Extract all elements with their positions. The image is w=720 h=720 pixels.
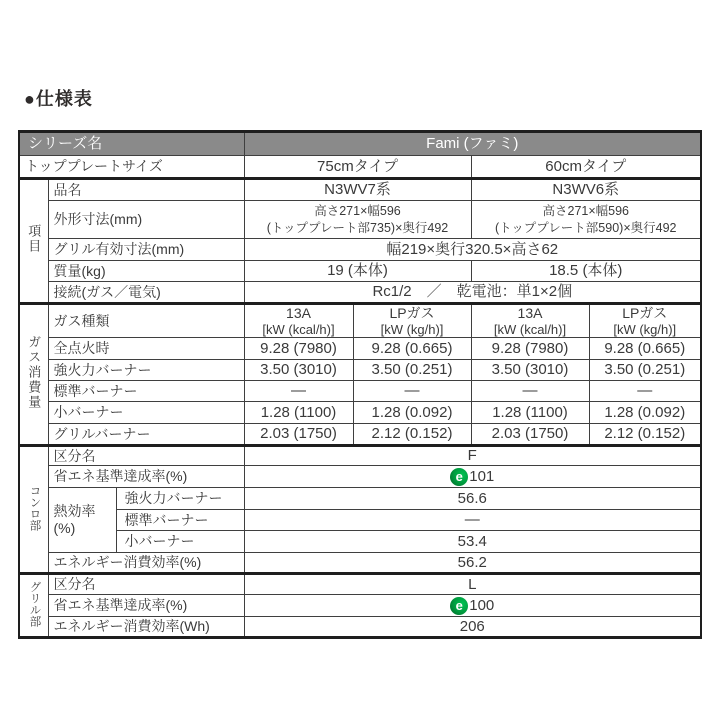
group-gas [19, 304, 48, 446]
grill-category-label: 区分名 [48, 574, 244, 595]
connection-row [19, 282, 701, 304]
konro-category-value: F [244, 446, 701, 466]
thermal-high-row [19, 488, 701, 510]
thermal-sub-label: 小バーナー [116, 531, 244, 553]
product-name-row [19, 179, 701, 201]
gas-value: — [589, 381, 701, 402]
dimensions-label: 外形寸法(mm) [48, 201, 244, 239]
thermal-small-row [19, 531, 701, 553]
dimensions-60-line2: (トッププレート部590)×奥行492 [495, 220, 677, 235]
grill-efficiency-label: エネルギー消費効率(Wh) [48, 617, 244, 638]
gas-row-all-burners [19, 338, 701, 360]
gas-row-standard-burner [19, 381, 701, 402]
gas-value: 2.12 (0.152) [589, 424, 701, 446]
thermal-sub-label: 標準バーナー [116, 510, 244, 531]
gas-value: — [471, 381, 589, 402]
group-grill [19, 574, 48, 638]
konro-category-label: 区分名 [48, 446, 244, 466]
gas-col-unit: [kW (kg/h)] [380, 321, 444, 337]
grill-energy-rate-value: 100 [469, 596, 495, 614]
thermal-standard-row [19, 510, 701, 531]
connection-label: 接続(ガス／電気) [48, 282, 244, 304]
gas-row-label: 全点火時 [48, 338, 244, 360]
product-name-label: 品名 [48, 179, 244, 201]
thermal-label-line2: (%) [53, 520, 76, 536]
gas-col-unit: [kW (kcal/h)] [493, 321, 567, 337]
thermal-efficiency-label [48, 488, 116, 553]
gas-value: 3.50 (0.251) [589, 360, 701, 381]
gas-col-13a-2 [471, 304, 589, 338]
grill-efficiency-value: 206 [244, 617, 701, 638]
gas-value: 3.50 (3010) [244, 360, 353, 381]
gas-col-lp-1 [353, 304, 471, 338]
gas-value: 9.28 (7980) [471, 338, 589, 360]
gas-row-small-burner [19, 402, 701, 424]
konro-efficiency-row [19, 553, 701, 574]
dimensions-75-line2: (トッププレート部735)×奥行492 [266, 220, 449, 235]
weight-75: 19 (本体) [244, 261, 471, 282]
series-value: Fami (ファミ) [244, 132, 701, 156]
series-label: シリーズ名 [19, 132, 244, 156]
gas-value: 3.50 (0.251) [353, 360, 471, 381]
gas-col-lp-2 [589, 304, 701, 338]
thermal-sub-value: — [244, 510, 701, 531]
topplate-size-60: 60cmタイプ [471, 156, 701, 179]
gas-col-name: LPガス [389, 305, 435, 322]
product-name-75: N3WV7系 [244, 179, 471, 201]
gas-value: — [244, 381, 353, 402]
gas-row-label: 標準バーナー [48, 381, 244, 402]
grill-efficiency-row [19, 617, 701, 638]
gas-value: 9.28 (7980) [244, 338, 353, 360]
dimensions-60-line1: 高さ271×幅596 [542, 203, 630, 218]
gas-value: 2.03 (1750) [471, 424, 589, 446]
gas-value: 1.28 (1100) [244, 402, 353, 424]
konro-category-row [19, 446, 701, 466]
spec-table [18, 130, 702, 639]
dimensions-75-line1: 高さ271×幅596 [314, 203, 401, 218]
dimensions-row [19, 201, 701, 239]
grill-dimensions-row [19, 239, 701, 261]
topplate-size-row [19, 156, 701, 179]
gas-col-unit: [kW (kg/h)] [613, 321, 677, 337]
grill-category-row [19, 574, 701, 595]
gas-row-label: 小バーナー [48, 402, 244, 424]
gas-value: 1.28 (0.092) [589, 402, 701, 424]
gas-value: 2.12 (0.152) [353, 424, 471, 446]
gas-row-high-burner [19, 360, 701, 381]
konro-efficiency-value: 56.2 [244, 553, 701, 574]
gas-value: 2.03 (1750) [244, 424, 353, 446]
connection-value: Rc1/2 ／ 乾電池：単1×2個 [244, 282, 701, 304]
weight-row [19, 261, 701, 282]
group-gas-label: ガス消費量 [26, 335, 42, 411]
gas-value: 9.28 (0.665) [353, 338, 471, 360]
grill-energy-rate-label: 省エネ基準達成率(%) [48, 595, 244, 617]
dimensions-75 [244, 201, 471, 239]
group-grill-label: グリル部 [28, 580, 41, 627]
gas-type-label: ガス種類 [48, 304, 244, 338]
thermal-label-line1: 熱効率 [53, 503, 96, 520]
konro-energy-rate-row [19, 466, 701, 488]
group-items [19, 179, 48, 304]
topplate-size-75: 75cmタイプ [244, 156, 471, 179]
group-items-label: 項目 [26, 224, 42, 255]
page-title: ●仕様表 [24, 89, 93, 109]
grill-energy-rate-row [19, 595, 701, 617]
gas-value: — [353, 381, 471, 402]
grill-category-value: L [244, 574, 701, 595]
thermal-sub-label: 強火力バーナー [116, 488, 244, 510]
thermal-sub-value: 53.4 [244, 531, 701, 553]
energy-saving-e-mark-icon: e [450, 468, 468, 486]
gas-row-grill-burner [19, 424, 701, 446]
energy-saving-e-mark-icon: e [450, 597, 468, 615]
weight-60: 18.5 (本体) [471, 261, 701, 282]
gas-value: 9.28 (0.665) [589, 338, 701, 360]
topplate-size-label: トッププレートサイズ [19, 156, 244, 179]
gas-value: 1.28 (0.092) [353, 402, 471, 424]
konro-energy-rate-label: 省エネ基準達成率(%) [48, 466, 244, 488]
series-row [19, 132, 701, 156]
konro-efficiency-label: エネルギー消費効率(%) [48, 553, 244, 574]
gas-col-13a-1 [244, 304, 353, 338]
grill-energy-rate-value-cell [244, 595, 701, 617]
gas-col-unit: [kW (kcal/h)] [262, 321, 335, 337]
gas-row-label: 強火力バーナー [48, 360, 244, 381]
gas-col-name: LPガス [622, 305, 668, 322]
gas-type-row [19, 304, 701, 338]
weight-label: 質量(kg) [48, 261, 244, 282]
gas-value: 1.28 (1100) [471, 402, 589, 424]
gas-value: 3.50 (3010) [471, 360, 589, 381]
dimensions-60 [471, 201, 701, 239]
grill-dimensions-label: グリル有効寸法(mm) [48, 239, 244, 261]
gas-col-name: 13A [517, 305, 543, 322]
group-konro-label: コンロ部 [28, 484, 41, 531]
gas-row-label: グリルバーナー [48, 424, 244, 446]
grill-dimensions-value: 幅219×奥行320.5×高さ62 [244, 239, 701, 261]
konro-energy-rate-value-cell [244, 466, 701, 488]
group-konro [19, 446, 48, 574]
gas-col-name: 13A [286, 305, 311, 322]
thermal-sub-value: 56.6 [244, 488, 701, 510]
product-name-60: N3WV6系 [471, 179, 701, 201]
konro-energy-rate-value: 101 [469, 467, 495, 485]
